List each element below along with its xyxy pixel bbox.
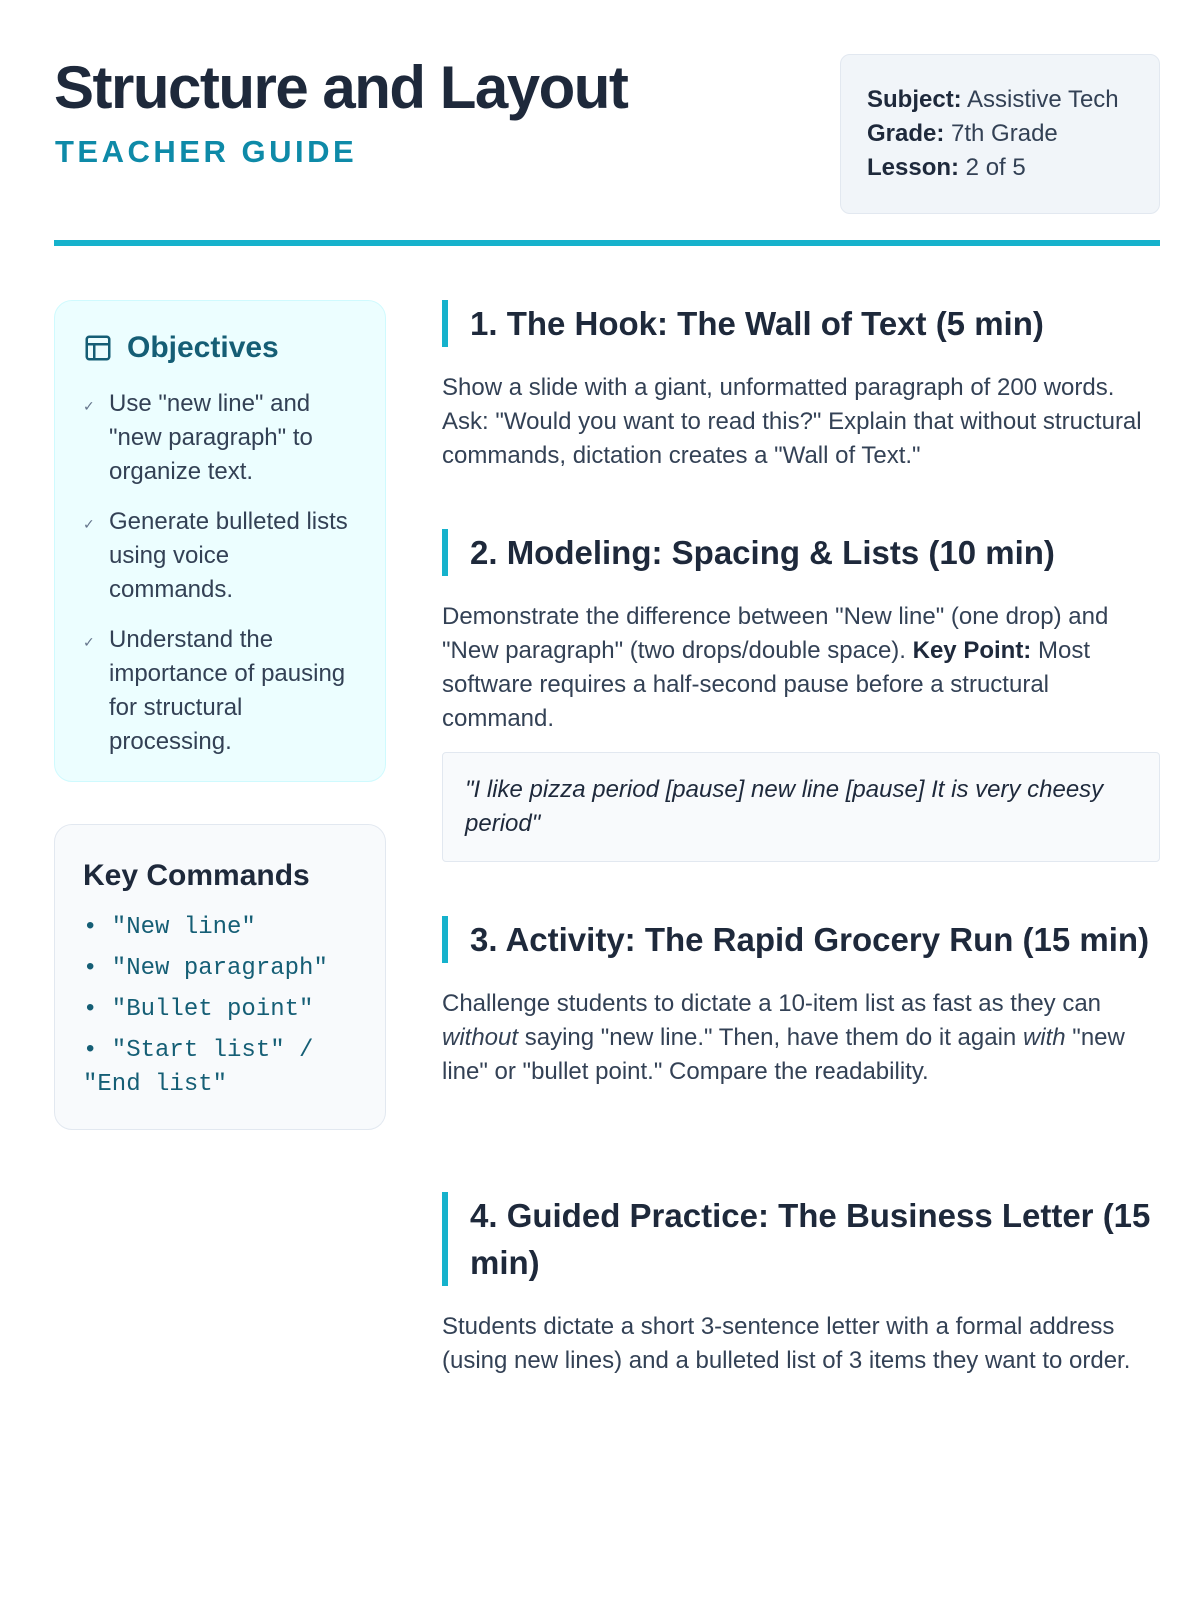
section-heading: 1. The Hook: The Wall of Text (5 min): [442, 300, 1160, 347]
lesson-meta-box: [840, 54, 1160, 214]
objective-text: Generate bulleted lists using voice commands.: [109, 508, 348, 603]
section-modeling: [442, 529, 1160, 862]
check-icon: ✓: [83, 516, 95, 532]
objective-item: [83, 505, 359, 607]
check-icon: ✓: [83, 634, 95, 650]
objective-item: [83, 623, 359, 759]
objectives-heading-label: Objectives: [127, 331, 279, 364]
key-commands-heading: Key Commands: [83, 859, 310, 892]
section-body-text: saying "new line." Then, have them do it again: [518, 1024, 1023, 1051]
meta-subject-label: Subject:: [867, 86, 962, 113]
command-item: • "New paragraph": [83, 955, 328, 982]
emphasis-text: without: [442, 1024, 519, 1051]
objective-item: [83, 387, 359, 489]
section-heading: 4. Guided Practice: The Business Letter (15 min): [442, 1192, 1160, 1286]
section-body-text: Challenge students to dictate a 10-item list as fast as they can: [442, 990, 1102, 1017]
emphasis-text: with: [1022, 1024, 1066, 1051]
page-header: [54, 54, 1160, 244]
layout-icon: [83, 333, 113, 363]
meta-lesson-value: 2 of 5: [959, 154, 1026, 181]
command-item: • "New line": [83, 914, 256, 941]
header-divider: [54, 240, 1160, 246]
meta-subject-value: Assistive Tech: [961, 86, 1119, 113]
command-item: • "Start list" / "End list": [83, 1037, 314, 1098]
section-body: [442, 987, 1160, 1089]
section-activity: [442, 916, 1160, 1089]
meta-subject: [867, 83, 1133, 117]
section-hook: [442, 300, 1160, 473]
section-heading: 3. Activity: The Rapid Grocery Run (15 min): [442, 916, 1160, 963]
check-icon: ✓: [83, 398, 95, 414]
section-body-text: Demonstrate the difference between "New line" (one drop) and "New paragraph" (two drops/double space).: [442, 603, 1109, 664]
section-body-text: Most software requires a half-second pause before a structural command.: [442, 637, 1090, 732]
section-body: [442, 600, 1160, 736]
command-item: • "Bullet point": [83, 996, 314, 1023]
section-body: Show a slide with a giant, unformatted paragraph of 200 words. Ask: "Would you want to read this?" Explain that without structural commands, dictation creates a "Wall of Text.": [442, 374, 1142, 469]
section-body-text: "new line" or "bullet point." Compare the readability.: [442, 1024, 1125, 1085]
section-heading: 2. Modeling: Spacing & Lists (10 min): [442, 529, 1160, 576]
example-quote: "I like pizza period [pause] new line [pause] It is very cheesy period": [442, 752, 1160, 862]
objective-text: Understand the importance of pausing for structural processing.: [109, 626, 346, 755]
page-title: Structure and Layout: [54, 54, 628, 121]
meta-lesson: [867, 151, 1133, 185]
meta-grade-value: 7th Grade: [944, 120, 1058, 147]
meta-lesson-label: Lesson:: [867, 154, 960, 181]
meta-grade-label: Grade:: [867, 120, 945, 147]
objective-text: Use "new line" and "new paragraph" to organize text.: [109, 390, 313, 485]
meta-grade: [867, 117, 1133, 151]
section-guided-practice: [442, 1192, 1160, 1378]
section-body: Students dictate a short 3-sentence letter with a formal address (using new lines) and a bulleted list of 3 items they want to order.: [442, 1313, 1131, 1374]
page-subtitle: TEACHER GUIDE: [55, 134, 358, 169]
objectives-heading: [83, 331, 359, 365]
key-point-label: Key Point:: [912, 637, 1032, 664]
key-commands-card: [54, 824, 386, 1130]
objectives-card: [54, 300, 386, 782]
sidebar: [54, 300, 386, 1130]
